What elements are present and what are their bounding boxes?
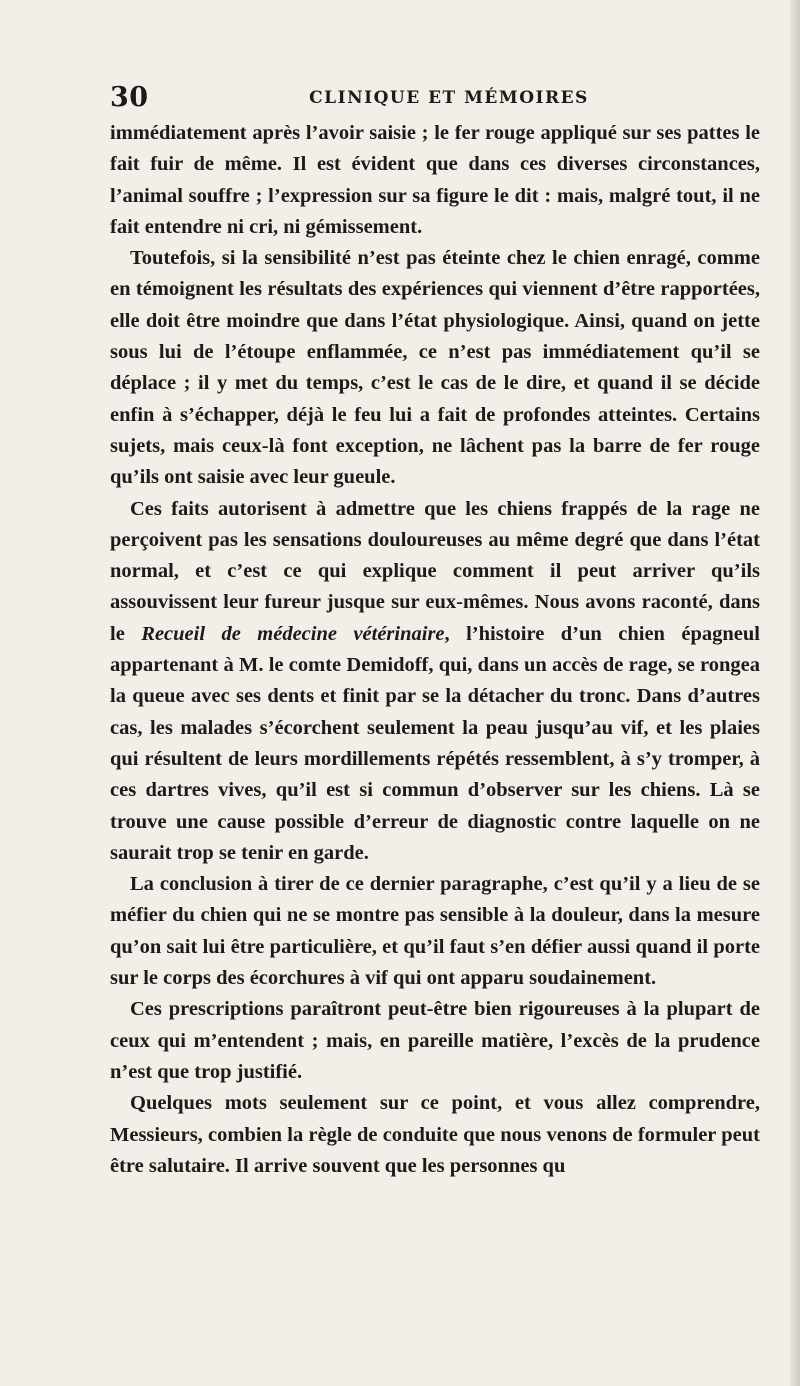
page-number: 30 <box>110 82 149 113</box>
paragraph-6: Quelques mots seulement sur ce point, et vous allez comprendre, Messieurs, combien la règle de conduite que nous venons de formuler peut être salutaire. Il arrive souvent que les personnes qu <box>110 1092 760 1177</box>
paragraph-4: La conclusion à tirer de ce dernier paragraphe, c’est qu’il y a lieu de se méfier du chien qui ne se montre pas sensible à la douleur, dans la mesure qu’on sait lui être particulière, et qu’il faut s’en défier aussi quand il porte sur le corps des écorchures à vif qui ont apparu soudainement. <box>110 873 760 990</box>
paragraph-3-part-2: , l’histoire d’un chien épagneul appartenant à M. le comte Demidoff, qui, dans un accès de rage, se rongea la queue avec ses dents et finit par se la détacher du tronc. Dans d’autres cas, les malades s’écorchent seulement la peau jusqu’au vif, et les plaies qui résultent de leurs mordillements répétés ressemblent, à s’y tromper, à ces dartres vives, qu’il est si commun d’observer sur les chiens. Là se trouve une cause possible d’erreur de diagnostic contre laquelle on ne saurait trop se tenir en garde. <box>110 622 761 864</box>
paragraph-1: immédiatement après l’avoir saisie ; le fer rouge appliqué sur ses pattes le fait fuir de même. Il est évident que dans ces diverses circonstances, l’animal souffre ; l’expression sur sa figure le dit : mais, malgré tout, il ne fait entendre ni cri, ni gémissement. <box>110 122 760 238</box>
paragraph-2: Toutefois, si la sensibilité n’est pas éteinte chez le chien enragé, comme en témoignent les résultats des expériences qui viennent d’être rapportées, elle doit être moindre que dans l’état physiologique. Ainsi, quand on jette sous lui de l’étoupe enflammée, ce n’est pas immédiatement qu’il se déplace ; il y met du temps, c’est le cas de le dire, et quand il se décide enfin à s’échapper, déjà le feu lui a fait de profondes atteintes. Certains sujets, mais ceux-là font exception, ne lâchent pas la barre de fer rouge qu’ils ont saisie avec leur gueule. <box>110 247 760 489</box>
page-header <box>110 82 758 118</box>
paragraph-5: Ces prescriptions paraîtront peut-être bien rigoureuses à la plupart de ceux qui m’entendent ; mais, en pareille matière, l’excès de la prudence n’est que trop justifié. <box>110 998 760 1083</box>
page-edge <box>790 0 800 1386</box>
paragraph-3-part-1: Ces faits autorisent à admettre que les chiens frappés de la rage ne perçoivent pas les sensations douloureuses au même degré que dans l’état normal, et c’est ce qui explique comment il peut arriver qu’ils assouvissent leur fureur jusque sur eux-mêmes. Nous avons raconté, dans le <box>110 497 760 645</box>
paragraph-3 <box>110 494 760 870</box>
running-head: CLINIQUE ET MÉMOIRES <box>309 88 589 108</box>
journal-title: Recueil de médecine vétérinaire <box>141 622 445 645</box>
body-text <box>110 118 760 1182</box>
